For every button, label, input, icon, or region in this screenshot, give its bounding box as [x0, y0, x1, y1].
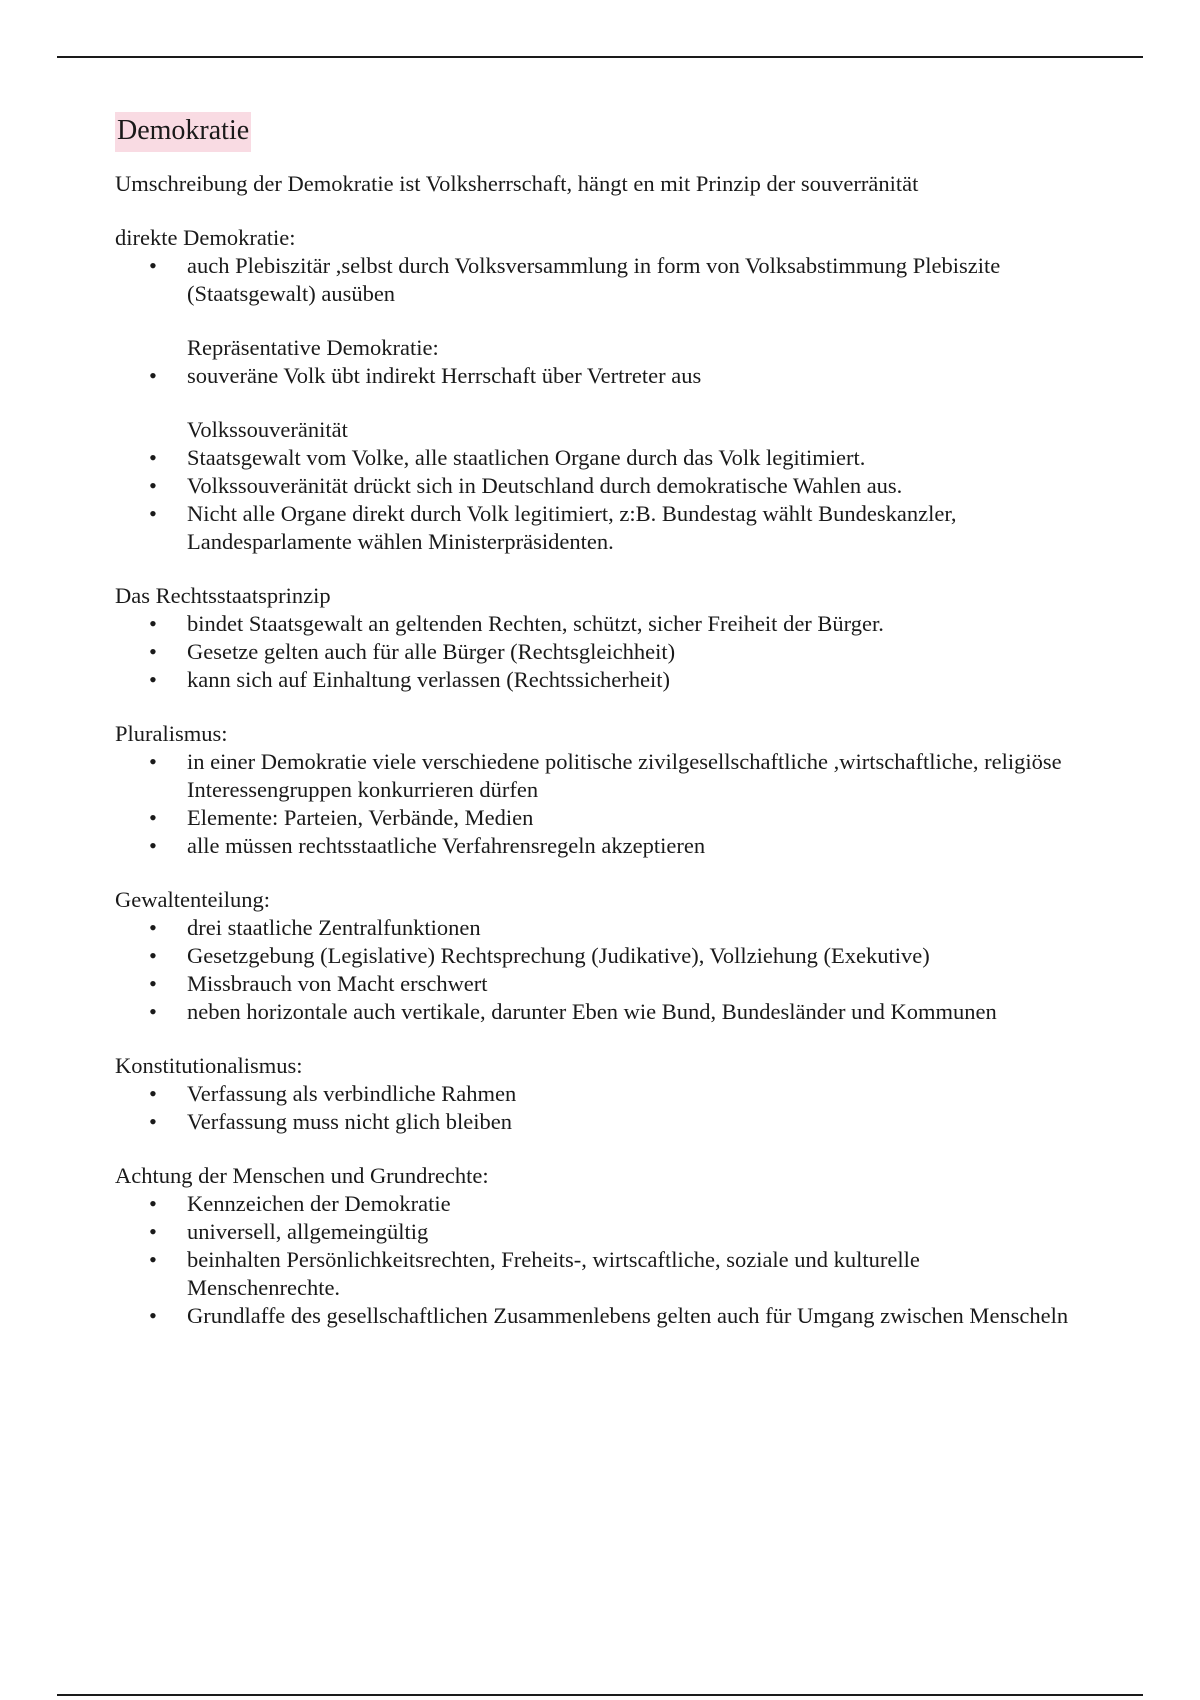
- section-grundrechte: [115, 1162, 1075, 1330]
- list-item: • alle müssen rechtsstaatliche Verfahrensregeln akzeptieren: [149, 833, 706, 858]
- bullet-list: [115, 748, 1075, 860]
- bullet-icon: •: [149, 501, 157, 526]
- bullet-list: [115, 1080, 1075, 1136]
- list-item: • drei staatliche Zentralfunktionen: [149, 915, 481, 940]
- bullet-icon: •: [149, 1247, 157, 1272]
- bullet-list: [115, 252, 1075, 308]
- section-heading: Das Rechtsstaatsprinzip: [115, 583, 331, 608]
- section-heading: direkte Demokratie:: [115, 225, 296, 250]
- bullet-icon: •: [149, 1109, 157, 1134]
- bullet-icon: •: [149, 805, 157, 830]
- bullet-icon: •: [149, 999, 157, 1024]
- list-item: • universell, allgemeingültig: [149, 1219, 429, 1244]
- section-heading: Achtung der Menschen und Grundrechte:: [115, 1163, 489, 1188]
- top-rule: [57, 56, 1143, 58]
- section-rechtsstaatsprinzip: [115, 582, 1075, 694]
- bullet-icon: •: [149, 1191, 157, 1216]
- bullet-icon: •: [149, 445, 157, 470]
- list-item: • kann sich auf Einhaltung verlassen (Rechtssicherheit): [149, 667, 670, 692]
- bullet-icon: •: [149, 915, 157, 940]
- section-heading: Gewaltenteilung:: [115, 887, 270, 912]
- list-item: • Verfassung muss nicht glich bleiben: [149, 1109, 512, 1134]
- document-body: [115, 112, 1075, 1330]
- list-item: • Grundlaffe des gesellschaftlichen Zusammenlebens gelten auch für Umgang zwischen Menscheln: [149, 1303, 1069, 1328]
- bullet-icon: •: [149, 749, 157, 774]
- intro-paragraph: Umschreibung der Demokratie ist Volksherrschaft, hängt en mit Prinzip der souverränität: [115, 171, 919, 196]
- bullet-list: [115, 914, 1075, 1026]
- list-item: • auch Plebiszitär ,selbst durch Volksversammlung in form von Volksabstimmung Plebiszite (Staatsgewalt) ausüben: [149, 253, 1001, 306]
- list-item: • Missbrauch von Macht erschwert: [149, 971, 488, 996]
- section-heading-repraesentative: Repräsentative Demokratie:: [187, 335, 439, 360]
- bullet-icon: •: [149, 833, 157, 858]
- section-heading: Konstitutionalismus:: [115, 1053, 303, 1078]
- bullet-icon: •: [149, 667, 157, 692]
- list-item: • in einer Demokratie viele verschiedene politische zivilgesellschaftliche ,wirtschaftliche, religiöse Interessengruppen konkurrieren dürfen: [149, 749, 1062, 802]
- list-item: • neben horizontale auch vertikale, darunter Eben wie Bund, Bundesländer und Kommunen: [149, 999, 997, 1024]
- bullet-icon: •: [149, 473, 157, 498]
- bullet-icon: •: [149, 1219, 157, 1244]
- bullet-icon: •: [149, 253, 157, 278]
- section-gewaltenteilung: [115, 886, 1075, 1026]
- bullet-list: [115, 610, 1075, 694]
- bullet-list: [115, 444, 1075, 556]
- bullet-icon: •: [149, 363, 157, 388]
- section-pluralismus: [115, 720, 1075, 860]
- list-item: • Elemente: Parteien, Verbände, Medien: [149, 805, 534, 830]
- list-item: • souveräne Volk übt indirekt Herrschaft über Vertreter aus: [149, 363, 702, 388]
- bullet-icon: •: [149, 971, 157, 996]
- list-item: • Nicht alle Organe direkt durch Volk legitimiert, z:B. Bundestag wählt Bundeskanzler, Landesparlamente wählen Ministerpräsidenten.: [149, 501, 957, 554]
- list-item: • Kennzeichen der Demokratie: [149, 1191, 451, 1216]
- document-title: Demokratie: [115, 112, 251, 152]
- section-heading: Pluralismus:: [115, 721, 228, 746]
- list-item: • beinhalten Persönlichkeitsrechten, Freheits-, wirtscaftliche, soziale und kulturelle Menschenrechte.: [149, 1247, 920, 1300]
- bullet-list: [115, 1190, 1075, 1330]
- list-item: • Volkssouveränität drückt sich in Deutschland durch demokratische Wahlen aus.: [149, 473, 903, 498]
- section-direkte-demokratie: [115, 224, 1075, 308]
- list-item: • Staatsgewalt vom Volke, alle staatlichen Organe durch das Volk legitimiert.: [149, 445, 866, 470]
- bullet-icon: •: [149, 1081, 157, 1106]
- list-item: • Gesetzgebung (Legislative) Rechtsprechung (Judikative), Vollziehung (Exekutive): [149, 943, 930, 968]
- list-item: • Verfassung als verbindliche Rahmen: [149, 1081, 517, 1106]
- bullet-icon: •: [149, 1303, 157, 1328]
- list-item: • Gesetze gelten auch für alle Bürger (Rechtsgleichheit): [149, 639, 676, 664]
- bullet-icon: •: [149, 943, 157, 968]
- bullet-icon: •: [149, 611, 157, 636]
- list-item: • bindet Staatsgewalt an geltenden Rechten, schützt, sicher Freiheit der Bürger.: [149, 611, 884, 636]
- section-konstitutionalismus: [115, 1052, 1075, 1136]
- bullet-icon: •: [149, 639, 157, 664]
- section-heading-volkssouveraenitaet: Volkssouveränität: [187, 417, 348, 442]
- bullet-list: [115, 362, 1075, 390]
- bottom-rule: [57, 1694, 1143, 1696]
